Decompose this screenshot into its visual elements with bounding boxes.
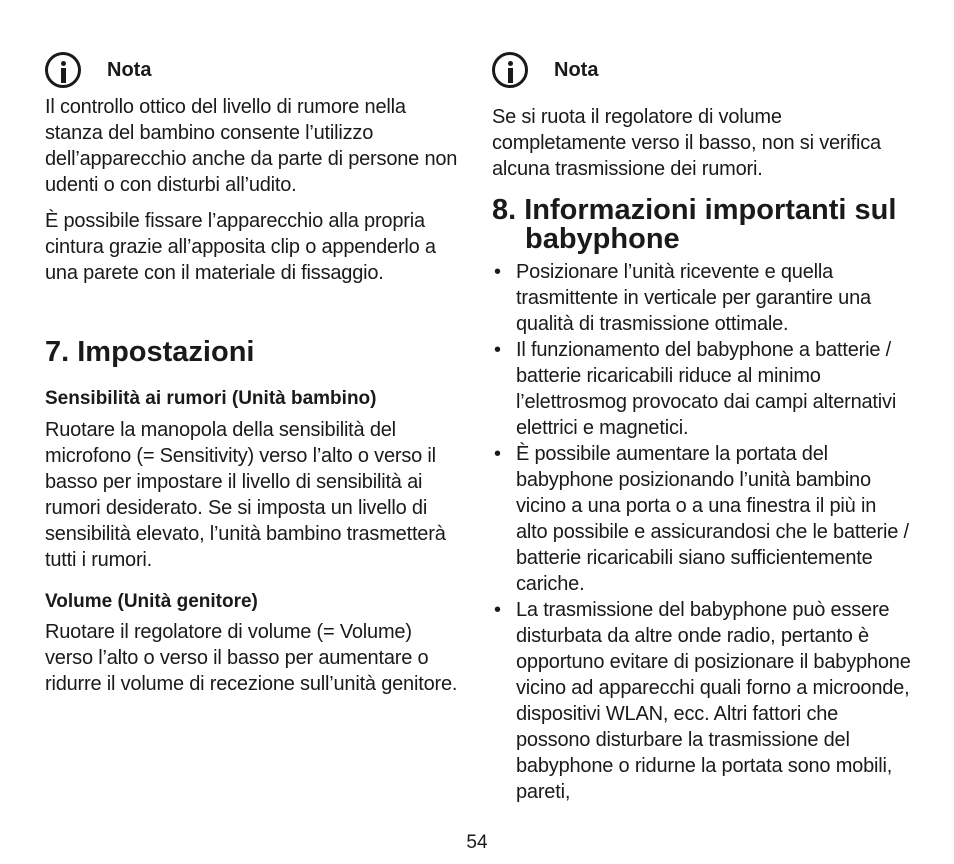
sensitivity-text: Ruotare la manopola della sensibilità del microfono (= Sensitivity) verso l’alto o verso il basso per impostare il livello di sensibilità ai rumori desiderato. Se si imposta un livello di sensibilità elevato, l’unità bambino trasmetterà tutti i rumori. [45, 419, 446, 571]
sensitivity-title: Sensibilità ai rumori (Unità bambino) [45, 388, 377, 409]
note-text: Il controllo ottico del livello di rumore nella stanza del bambino consente l’utilizzo dell’apparecchio anche da parte di persone non udenti o con disturbi all’udito. [45, 96, 458, 196]
section-title-line1: 8. Informazioni importanti sul [492, 194, 897, 226]
volume-title: Volume (Unità genitore) [45, 591, 258, 612]
section-title-impostazioni: 7. Impostazioni [45, 336, 255, 368]
clip-text: È possibile fissare l’apparecchio alla propria cintura grazie all’apposita clip o appenderlo a una parete con il materiale di fissaggio. [45, 210, 436, 284]
note-text: Se si ruota il regolatore di volume completamente verso il basso, non si verifica alcuna trasmissione dei rumori. [492, 106, 881, 180]
note-label: Nota [554, 58, 599, 81]
section-title-line2: babyphone [525, 223, 680, 255]
note-heading-right [492, 52, 598, 88]
list-item: • Il funzionamento del babyphone a batterie / batterie ricaricabili riduce al minimo l’elettrosmog provocato dai campi alternativi elettrici e magnetici. [492, 337, 912, 441]
info-icon [45, 52, 81, 88]
volume-text: Ruotare il regolatore di volume (= Volume) verso l’alto o verso il basso per aumentare o ridurre il volume di recezione sull’unità genitore. [45, 621, 458, 695]
info-icon [492, 52, 528, 88]
list-item: • La trasmissione del babyphone può essere disturbata da altre onde radio, pertanto è opportuno evitare di posizionare il babyphone vicino ad apparecchi quali forno a microonde, dispositivi WLAN, ecc. Altri fattori che possono disturbare la trasmissione del babyphone o ridurne la portata sono mobili, pareti, [492, 597, 912, 805]
info-bullet-list [492, 259, 912, 805]
section-title-informazioni [492, 196, 896, 254]
list-item: • Posizionare l’unità ricevente e quella trasmittente in verticale per garantire una qualità di trasmissione ottimale. [492, 259, 912, 337]
note-heading-left [45, 52, 151, 88]
list-item: • È possibile aumentare la portata del babyphone posizionando l’unità bambino vicino a una porta o a una finestra il più in alto possibile e assicurandosi che le batterie / batterie ricaricabili siano sufficientemente cariche. [492, 441, 912, 597]
page-number: 54 [466, 832, 488, 853]
note-label: Nota [107, 58, 152, 81]
